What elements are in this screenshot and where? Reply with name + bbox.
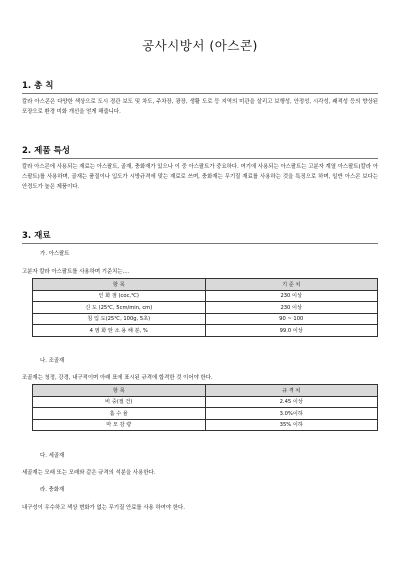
table-cell: 흡 수 율 (33, 408, 206, 420)
subheading-asphalt: 가. 아스팔트 (40, 251, 70, 257)
section-divider (22, 243, 378, 244)
subheading-fine-aggregate: 다. 세골재 (40, 453, 65, 459)
document-title: 공사시방서 (아스콘) (142, 38, 258, 53)
table-cell: 35% 이하 (205, 419, 378, 431)
table-cell: 230 이상 (205, 290, 378, 302)
table-header-cell: 항 목 (33, 279, 206, 291)
table-cell: 90 ~ 100 (205, 313, 378, 325)
table-row (33, 408, 378, 420)
coarse-aggregate-spec-table (32, 384, 378, 431)
table-row (33, 302, 378, 314)
table-header-row (33, 279, 378, 291)
table-cell: 침 입 도(25℃, 100g, 5초) (33, 313, 206, 325)
table-cell: 마 모 감 량 (33, 419, 206, 431)
section-text-features: 칼라 아스콘에 사용되는 재료는 아스팔트, 골재, 충화재가 있으나 이 중 아스팔트가 중요하다. 여기에 사용되는 아스팔트는 고분자 계열 아스팔트(칼라 아스팔트)를 사용하며, 골재는 품질이나 입도가 시방규격에 맞는 재료로 쓰며, 충화재는 무기질 재료를 사용하는 것을 특징으로 하며, 일반 아스콘 보다는 안정도가 높은 제품이다. (22, 164, 378, 190)
table-cell: 비 중(절 건) (33, 396, 206, 408)
table-header-row (33, 385, 378, 397)
table-cell: 3.0%이하 (205, 408, 378, 420)
table-row (33, 325, 378, 337)
table-header-cell: 항 목 (33, 385, 206, 397)
section-heading-materials: 3. 재료 (22, 231, 51, 241)
table-cell: 인 화 점 (coc,℃) (33, 290, 206, 302)
text-fine-aggregate: 세골재는 모래 또는 모래와 같은 규격의 석분을 사용한다. (22, 470, 156, 476)
table-row (33, 396, 378, 408)
subheading-filler: 라. 충화재 (40, 487, 65, 493)
section-heading-features: 2. 제품 특성 (22, 146, 70, 156)
section-divider (22, 93, 378, 94)
lead-asphalt: 고분자 칼라 아스팔트를 사용하며 기준치는.... (22, 269, 130, 275)
section-text-general: 칼라 아스콘은 다양한 색상으로 도시 경관 보도 및 차도, 주차장, 광장, 생활 도로 등 지역의 미관을 살리고 보행성, 안정성, 시각성, 쾌적성 등의 향상된 포장으로 환경 미화 개선을 얻게 해줍니다. (22, 99, 378, 115)
table-cell: 신 도 (25℃, 5cm/min, cm) (33, 302, 206, 314)
section-divider (22, 158, 378, 159)
table-row (33, 290, 378, 302)
table-cell: 2.45 이상 (205, 396, 378, 408)
table-cell: 99.0 이상 (205, 325, 378, 337)
table-cell: 230 이상 (205, 302, 378, 314)
lead-coarse-aggregate: 조골재는 청정, 강경, 내구적이며 아래 표에 표시된 규격에 합격한 것 이어야 한다. (22, 375, 213, 381)
table-row (33, 419, 378, 431)
table-header-cell: 기 준 치 (205, 279, 378, 291)
section-heading-general: 1. 총 칙 (22, 81, 54, 91)
asphalt-spec-table (32, 278, 378, 337)
table-cell: 4 염 화 탄 소 용 해 분, % (33, 325, 206, 337)
subheading-coarse-aggregate: 나. 조골재 (40, 358, 65, 364)
table-row (33, 313, 378, 325)
table-header-cell: 규 격 치 (205, 385, 378, 397)
text-filler: 내구성이 우수하고 색상 변화가 없는 무기질 안료를 사용 하여야 한다. (22, 505, 185, 511)
